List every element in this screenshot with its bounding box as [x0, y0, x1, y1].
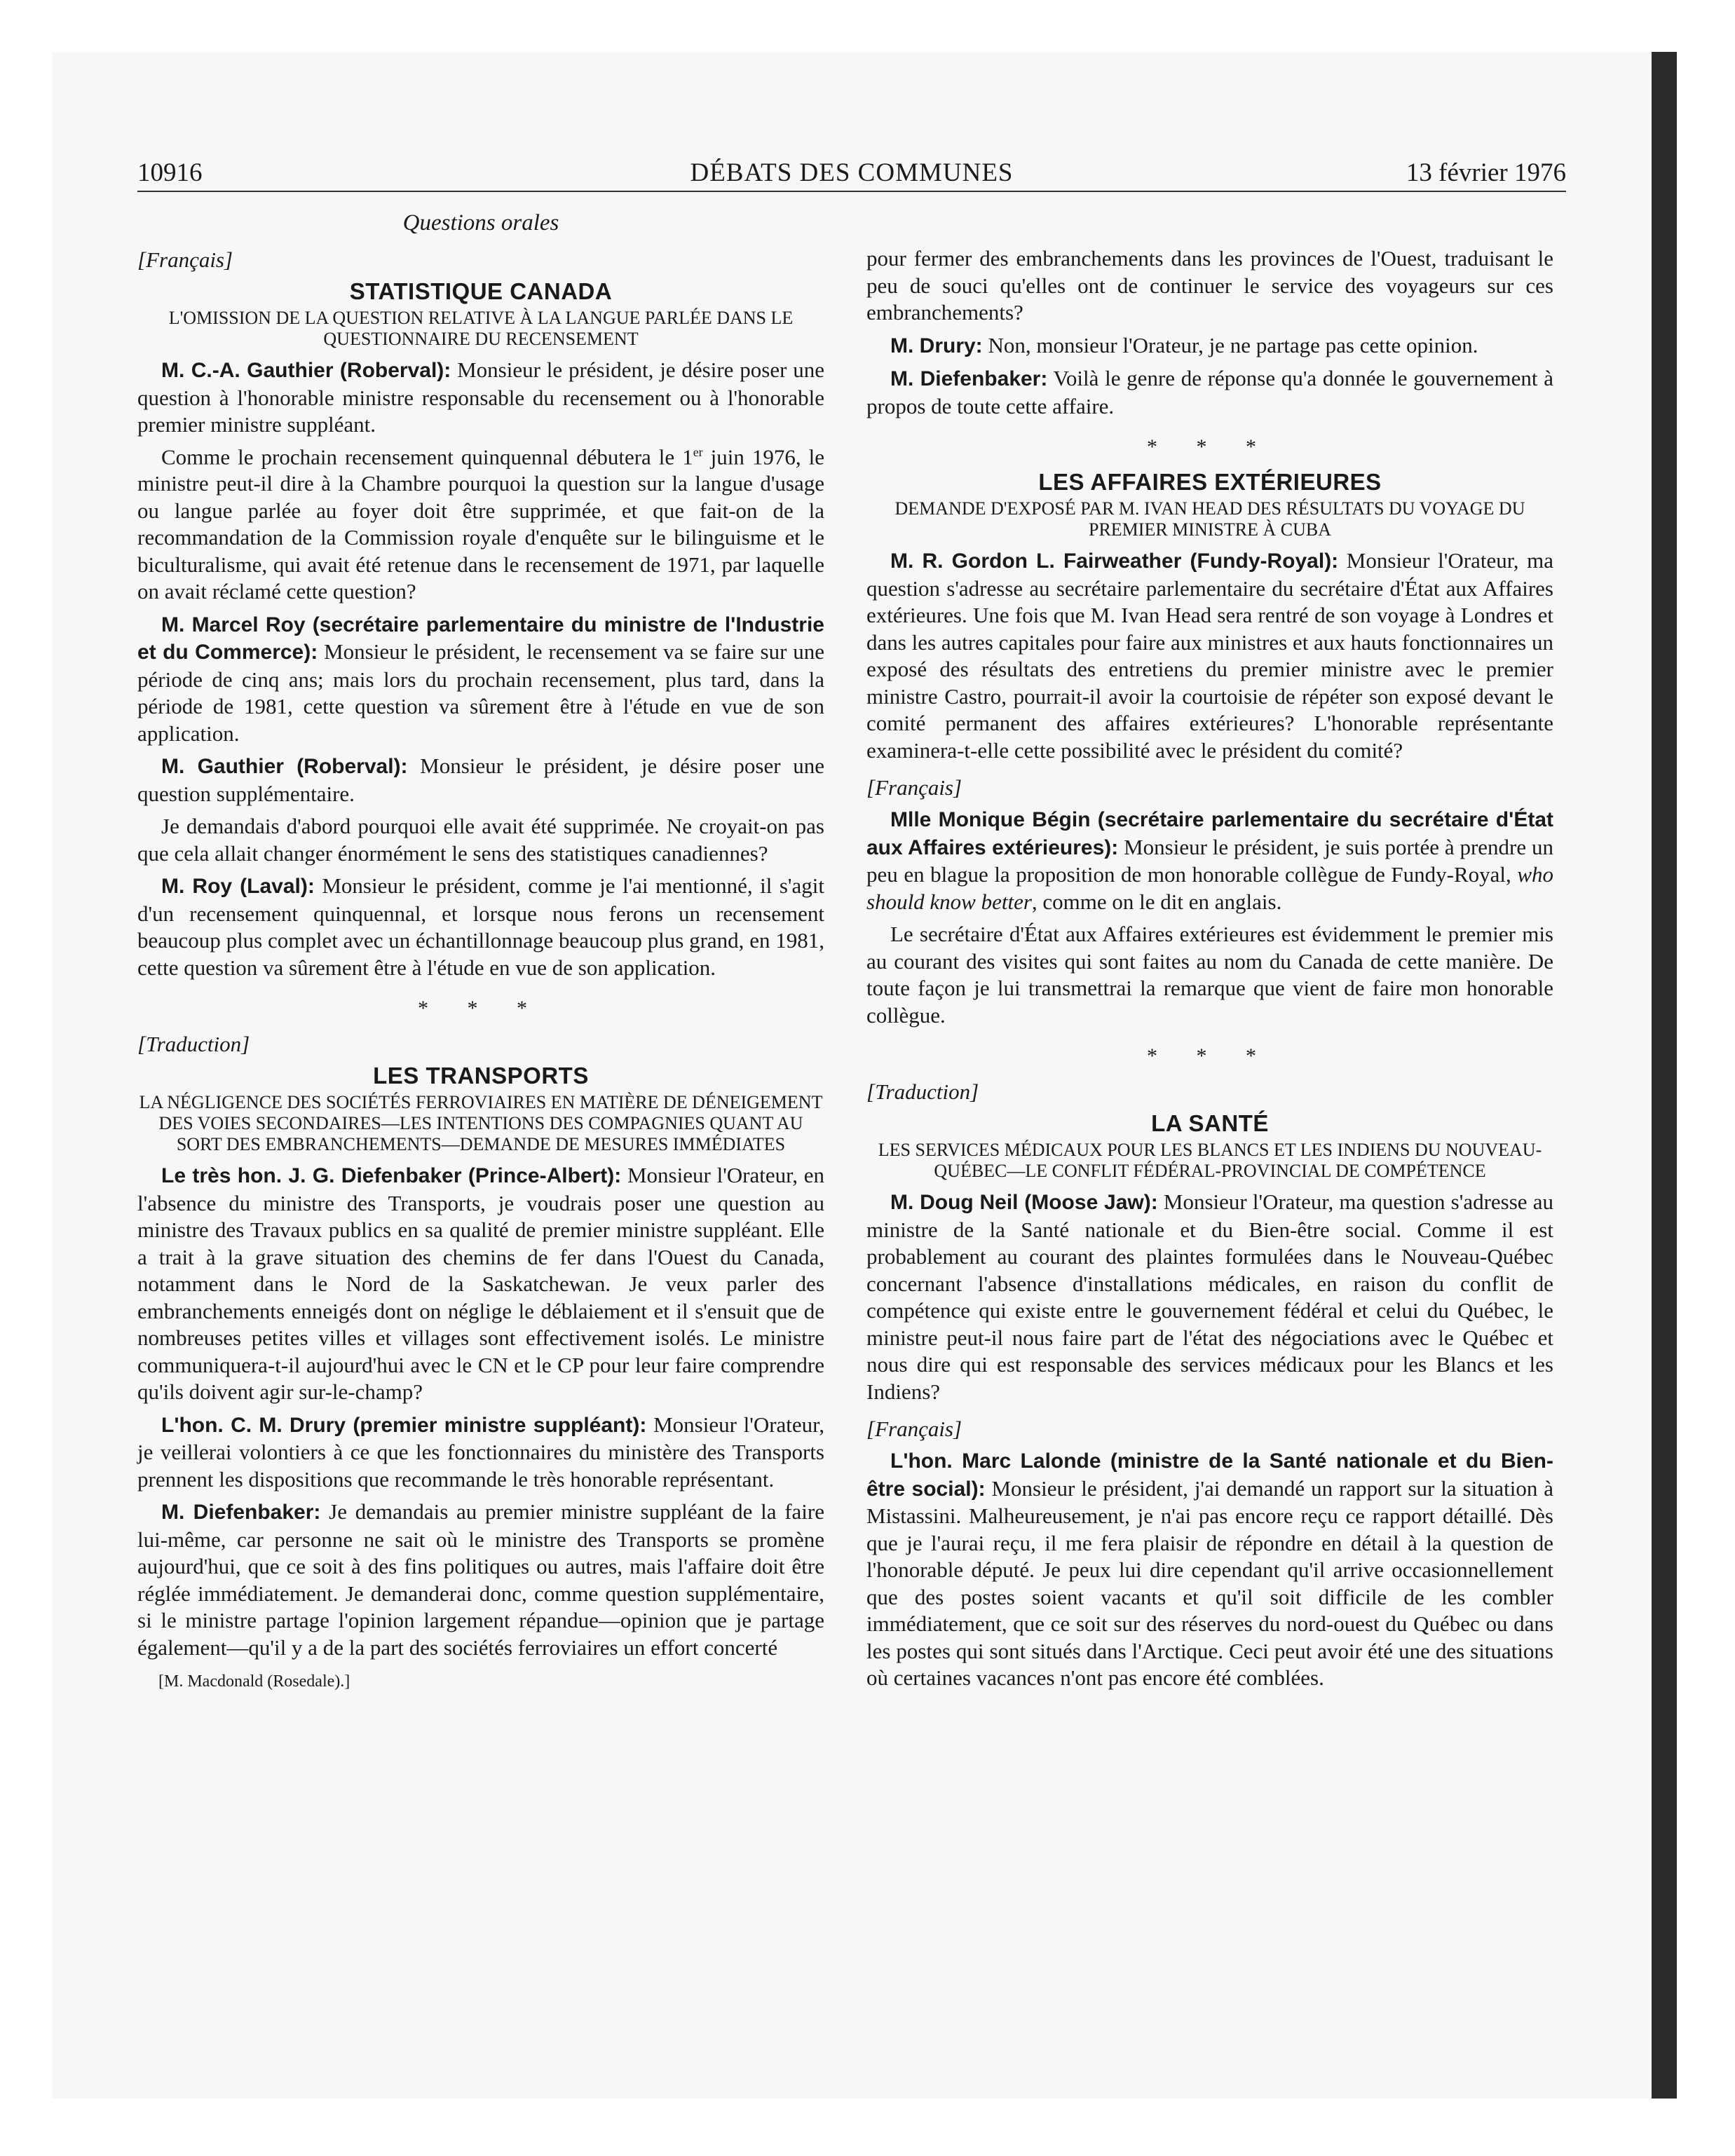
- page-header: [137, 156, 1566, 192]
- speech-text: Monsieur le président, je désire poser une question à l'honorable ministre responsable du recensement ou à l'honorable premier ministre suppléant.: [137, 357, 824, 437]
- speaker-name: L'hon. C. M. Drury (premier ministre suppléant):: [161, 1413, 647, 1437]
- left-column: [137, 210, 824, 1691]
- speaker-name: M. Doug Neil (Moose Jaw):: [890, 1191, 1158, 1214]
- speech-paragraph: [137, 611, 824, 748]
- section-separator: * * *: [1147, 1044, 1273, 1067]
- speech-text: Monsieur le président, le recensement va se faire sur une période de cinq ans; mais lors du prochain recensement, plus tard, dans la période de 1981, cette question va sûrement être à l'étude en vue de son application.: [137, 639, 824, 746]
- speaker-name: M. Drury:: [890, 334, 983, 357]
- speech-text: Monsieur le président, je suis portée à prendre un peu en blague la proposition de mon honorable collègue de Fundy-Royal,: [866, 834, 1553, 887]
- speech-text: Monsieur l'Orateur, ma question s'adresse au ministre de la Santé nationale et du Bien-être social. Comme il est probablement au courant des plaintes formulées dans le Nouveau-Québec concernant l'absence d'installations médicales, en raison du conflit de compétence qui existe entre le gouvernement fédéral et celui du Québec, le ministre peut-il nous faire part de l'état des négociations avec le Québec et nous dire qui est responsable des services médicaux pour les Blancs et les Indiens?: [866, 1189, 1553, 1404]
- section-caption: Questions orales: [402, 210, 559, 236]
- superscript: er: [693, 444, 703, 459]
- speech-paragraph: Le secrétaire d'État aux Affaires extérieures est évidemment le premier mis au courant des visites qui sont faites au nom du Canada de cette manière. De toute façon je lui transmettrai la remarque que vient de faire mon honorable collègue.: [866, 922, 1553, 1028]
- speech-text: Je demandais au premier ministre suppléant de la faire lui-même, car personne ne sait où le ministre des Transports se promène aujourd'hui, que ce soit à des fins politiques ou autres, mais l'affaire doit être réglée immédiatement. Je demanderai donc, comme question supplémentaire, si le ministre partage l'opinion largement répandue—opinion que je partage également—qu'il y a de la part des sociétés ferroviaires un effort concerté: [137, 1499, 824, 1660]
- language-marker: [Français]: [866, 1417, 962, 1441]
- right-column: [866, 245, 1553, 1692]
- speech-text: Voilà le genre de réponse qu'a donnée le gouvernement à propos de toute cette affaire.: [866, 366, 1553, 418]
- speaker-name: Le très hon. J. G. Diefenbaker (Prince-Albert):: [161, 1164, 622, 1188]
- section-subtitle-affaires-exterieures: DEMANDE D'EXPOSÉ PAR M. IVAN HEAD DES RÉSULTATS DU VOYAGE DU PREMIER MINISTRE À CUBA: [894, 498, 1525, 540]
- speech-paragraph: [137, 753, 824, 807]
- speech-paragraph: [137, 873, 824, 981]
- section-separator: * * *: [1147, 435, 1273, 458]
- speech-text: Monsieur l'Orateur, ma question s'adresse au secrétaire parlementaire du secrétaire d'État aux Affaires extérieures. Une fois que M. Ivan Head sera rentré de son voyage à Londres et dans les autres capitales pour faire aux ministres et aux hauts fonctionnaires un exposé des résultats des entretiens du premier ministre avec le premier ministre Castro, pourrait-il avoir la courtoisie de répéter son exposé devant le comité permanent des affaires extérieures? L'honorable représentante examinera-t-elle cette possibilité avec le président du comité?: [866, 548, 1553, 763]
- section-title-transports: LES TRANSPORTS: [373, 1063, 589, 1089]
- speech-paragraph: [137, 1162, 824, 1406]
- section-title-sante: LA SANTÉ: [1151, 1110, 1269, 1136]
- language-marker: [Traduction]: [866, 1079, 979, 1104]
- speech-text: Non, monsieur l'Orateur, je ne partage pas cette opinion.: [982, 332, 1478, 357]
- speaker-name: M. Diefenbaker:: [890, 367, 1048, 390]
- speaker-name: L'hon. Marc Lalonde (ministre de la Santé nationale et du Bien-être social):: [866, 1449, 1553, 1501]
- language-marker: [Français]: [866, 775, 962, 800]
- speaker-name: M. R. Gordon L. Fairweather (Fundy-Royal):: [890, 550, 1339, 573]
- speech-paragraph: pour fermer des embranchements dans les provinces de l'Ouest, traduisant le peu de souci qu'elles ont de continuer le service des voyageurs sur ces embranchements?: [866, 246, 1553, 325]
- speech-paragraph: [137, 1412, 824, 1494]
- section-separator: * * *: [418, 997, 544, 1021]
- page-date: 13 février 1976: [1406, 158, 1566, 187]
- speech-text: juin 1976, le ministre peut-il dire à la Chambre pourquoi la question sur la langue d'usage ou langue parlée au foyer doit être supprimée, et que fait-on de la recommandation de la Commission royale d'enquête sur le bilinguisme et le biculturalisme, qui avait été retenue dans le recensement de 1971, par laquelle on avait réclamé cette question?: [137, 444, 824, 604]
- speech-paragraph: Je demandais d'abord pourquoi elle avait été supprimée. Ne croyait-on pas que cela allait changer énormément le sens des statistiques canadiennes?: [137, 814, 824, 866]
- speech-text: Monsieur le président, comme je l'ai mentionné, il s'agit d'un recensement quinquennal, et lorsque nous ferons un recensement beaucoup plus complet avec un échantillonnage beaucoup plus grand, en 1981, cette question va sûrement être à l'étude en vue de son application.: [137, 873, 824, 980]
- speech-paragraph: [866, 1189, 1553, 1405]
- section-subtitle-transports: LA NÉGLIGENCE DES SOCIÉTÉS FERROVIAIRES EN MATIÈRE DE DÉNEIGEMENT DES VOIES SECONDAIRES—LES INTENTIONS DES COMPAGNIES QUANT AU SORT DES EMBRANCHEMENTS—DEMANDE DE MESURES IMMÉDIATES: [139, 1092, 823, 1155]
- speaker-name: Mlle Monique Bégin (secrétaire parlementaire du secrétaire d'État aux Affaires extérieures):: [866, 808, 1553, 859]
- publication-title: DÉBATS DES COMMUNES: [690, 158, 1014, 187]
- speech-text: Monsieur l'Orateur, je veillerai volontiers à ce que les fonctionnaires du ministère des Transports prennent les dispositions que recommande le très honorable représentant.: [137, 1412, 824, 1492]
- speech-text: Comme le prochain recensement quinquennal débutera le 1: [161, 444, 693, 469]
- page-number: 10916: [137, 158, 203, 187]
- speech-paragraph: [866, 1447, 1553, 1692]
- speech-paragraph: [866, 547, 1553, 764]
- speaker-name: M. C.-A. Gauthier (Roberval):: [161, 359, 451, 382]
- speech-paragraph: [866, 806, 1553, 915]
- language-marker: [Traduction]: [137, 1032, 250, 1057]
- footnote: [M. Macdonald (Rosedale).]: [158, 1672, 351, 1691]
- section-subtitle-sante: LES SERVICES MÉDICAUX POUR LES BLANCS ET LES INDIENS DU NOUVEAU-QUÉBEC—LE CONFLIT FÉDÉRAL-PROVINCIAL DE COMPÉTENCE: [878, 1140, 1542, 1181]
- section-title-affaires-exterieures: LES AFFAIRES EXTÉRIEURES: [1038, 469, 1382, 495]
- speech-paragraph: [137, 439, 824, 606]
- language-marker: [Français]: [137, 247, 233, 272]
- speaker-name: M. Gauthier (Roberval):: [161, 755, 408, 779]
- section-subtitle-statistique: L'OMISSION DE LA QUESTION RELATIVE À LA LANGUE PARLÉE DANS LE QUESTIONNAIRE DU RECENSEMENT: [168, 308, 794, 349]
- speech-text: Monsieur l'Orateur, en l'absence du ministre des Transports, je voudrais poser une question au ministre des Travaux publics en sa qualité de premier ministre suppléant. Elle a trait à la grave situation des chemins de fer dans l'Ouest du Canada, notamment dans le Nord de la Saskatchewan. Je veux parler des embranchements enneigés dont on néglige le déblaiement et il s'ensuit que de nombreuses petites villes et villages sont effectivement isolés. Le ministre communiquera-t-il aujourd'hui avec le CN et le CP pour leur faire comprendre qu'ils doivent agir sur-le-champ?: [137, 1163, 824, 1405]
- speech-paragraph: [866, 332, 1553, 360]
- speech-text: Monsieur le président, j'ai demandé un rapport sur la situation à Mistassini. Malheureusement, je n'ai pas encore reçu ce rapport détaillé. Dès que je l'aurai reçu, il me fera plaisir de répondre en détail à la question de l'honorable député. Je peux lui dire cependant qu'il arrive occasionnellement que des postes soient vacants et qu'il soit difficile de les combler immédiatement, que ce soit sur des réserves du nord-ouest du Québec ou dans les postes qui sont situés dans l'Arctique. Ceci peut avoir été une des situations où certaines vacances n'ont pas encore été comblées.: [866, 1475, 1553, 1690]
- speaker-name: M. Diefenbaker:: [161, 1501, 321, 1524]
- section-title-statistique: STATISTIQUE CANADA: [349, 278, 613, 304]
- italic-phrase: who should know better: [866, 862, 1553, 914]
- speech-text: , comme on le dit en anglais.: [1031, 889, 1282, 914]
- speech-paragraph: [866, 365, 1553, 420]
- speaker-name: M. Marcel Roy (secrétaire parlementaire du ministre de l'Industrie et du Commerce):: [137, 613, 824, 664]
- scan-edge-bar: [1652, 52, 1677, 2099]
- speech-paragraph: [137, 1499, 824, 1661]
- speech-paragraph: [137, 357, 824, 439]
- speech-text: Monsieur le président, je désire poser une question supplémentaire.: [137, 753, 824, 806]
- speaker-name: M. Roy (Laval):: [161, 875, 315, 899]
